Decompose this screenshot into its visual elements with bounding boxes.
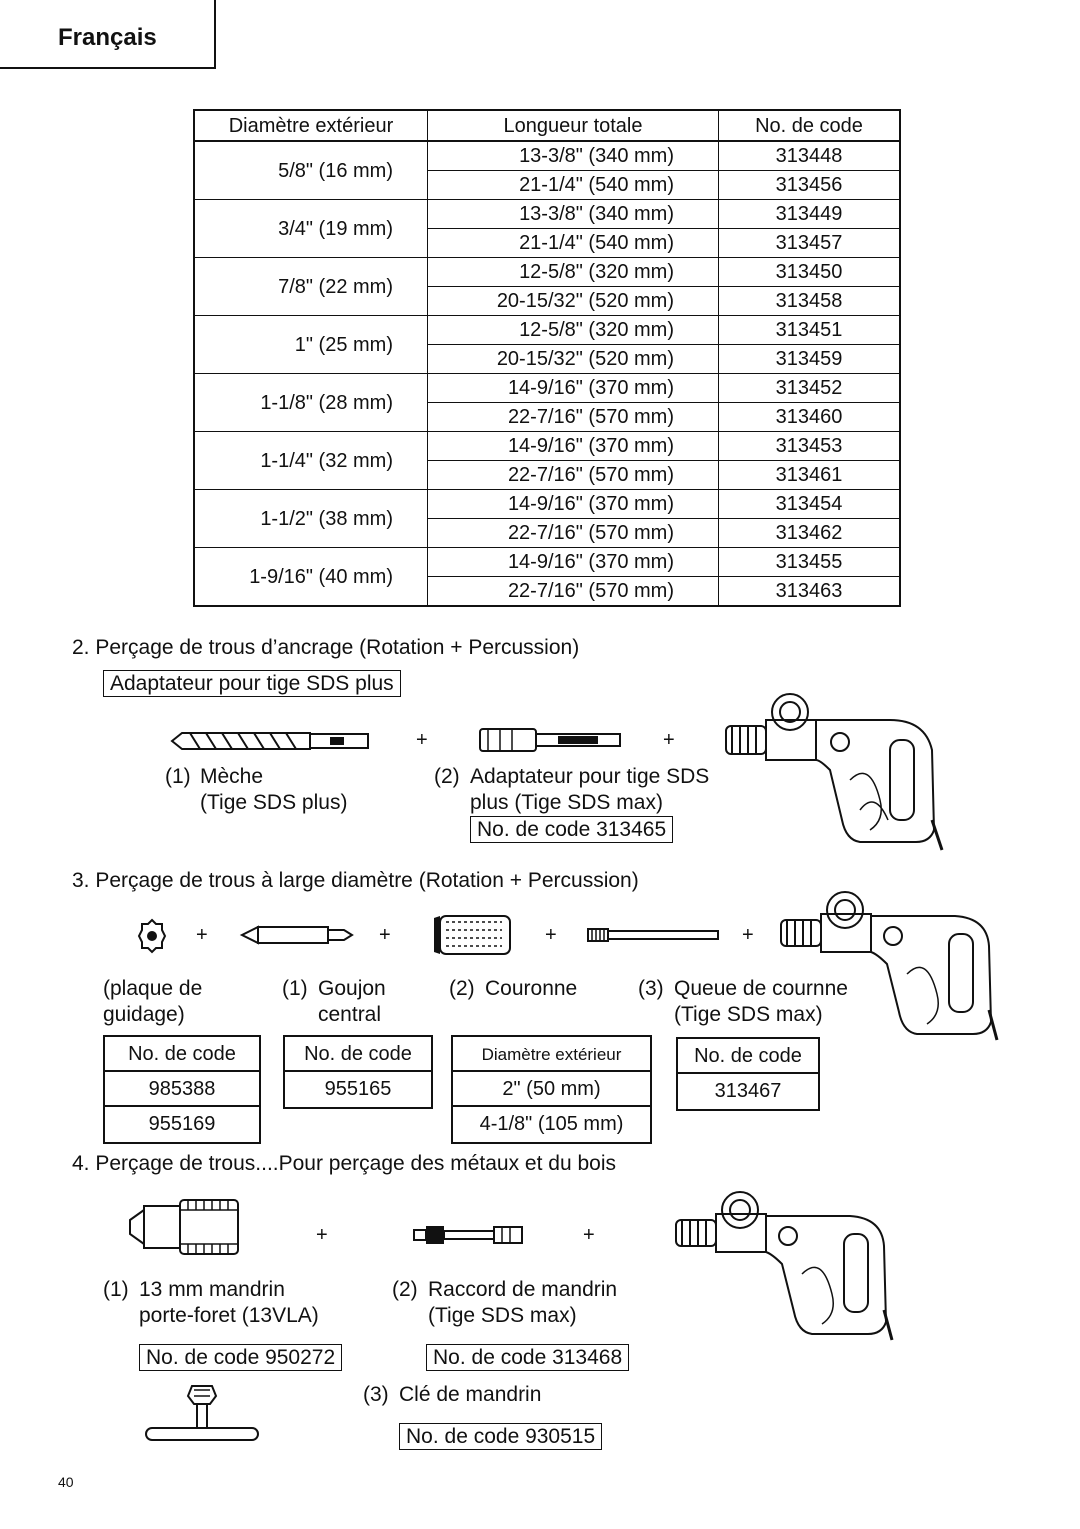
length-cell: 21-1/4" (540 mm) xyxy=(428,229,719,258)
table-row xyxy=(194,374,900,403)
code-cell: 313449 xyxy=(719,200,901,229)
rotary-hammer-icon xyxy=(720,690,945,850)
item-1-label: Mèche xyxy=(200,765,264,788)
length-cell: 14-9/16" (370 mm) xyxy=(428,374,719,403)
chuck-adapter-code-box: No. de code 313468 xyxy=(426,1344,629,1371)
length-cell: 22-7/16" (570 mm) xyxy=(428,577,719,607)
center-pin-number: (1) xyxy=(282,977,308,1000)
length-cell: 13-3/8" (340 mm) xyxy=(428,200,719,229)
code-cell: 313450 xyxy=(719,258,901,287)
crown-diameter-table xyxy=(451,1035,652,1144)
code-cell: 313463 xyxy=(719,577,901,607)
crown-shank-icon xyxy=(586,924,722,946)
item-2-sublabel: plus (Tige SDS max) xyxy=(470,791,663,814)
chuck-adapter-sublabel: (Tige SDS max) xyxy=(428,1304,577,1327)
chuck-sublabel: porte-foret (13VLA) xyxy=(139,1304,319,1327)
diameter-cell: 1-9/16" (40 mm) xyxy=(249,565,393,588)
center-pin-label: Goujon xyxy=(318,977,386,1000)
length-cell: 20-15/32" (520 mm) xyxy=(428,345,719,374)
diameter-cell: 7/8" (22 mm) xyxy=(194,258,428,316)
language-label: Français xyxy=(58,24,157,51)
plus-sign: + xyxy=(742,924,754,946)
table-row xyxy=(194,432,900,461)
chuck-key-number: (3) xyxy=(363,1383,389,1406)
diameter-cell: 1-1/2" (38 mm) xyxy=(194,490,428,548)
table-header-row xyxy=(194,110,900,141)
chuck-label: 13 mm mandrin xyxy=(139,1278,285,1301)
code-cell: 313459 xyxy=(719,345,901,374)
plus-sign: + xyxy=(583,1224,595,1246)
code-table-cell: 985388 xyxy=(105,1072,259,1107)
shank-number: (3) xyxy=(638,977,664,1000)
chuck-adapter-number: (2) xyxy=(392,1278,418,1301)
crown-number: (2) xyxy=(449,977,475,1000)
header-outer-diameter: Diamètre extérieur xyxy=(194,110,428,141)
code-table-cell: 955165 xyxy=(324,1078,392,1100)
code-table-cell: 2" (50 mm) xyxy=(453,1072,650,1107)
code-cell: 313456 xyxy=(719,171,901,200)
bit-spec-table xyxy=(193,109,901,607)
section-4-title: 4. Perçage de trous....Pour perçage des métaux et du bois xyxy=(72,1152,616,1175)
table-row xyxy=(194,316,900,345)
plus-sign: + xyxy=(416,729,428,751)
plus-sign: + xyxy=(379,924,391,946)
code-table-cell: 955169 xyxy=(148,1113,216,1135)
diameter-cell: 1-1/8" (28 mm) xyxy=(194,374,428,432)
code-cell: 313462 xyxy=(719,519,901,548)
plus-sign: + xyxy=(196,924,208,946)
chuck-number: (1) xyxy=(103,1278,129,1301)
code-table-header: No. de code xyxy=(105,1037,259,1072)
section-2-title: 2. Perçage de trous d’ancrage (Rotation + Percussion) xyxy=(72,636,580,659)
length-cell: 20-15/32" (520 mm) xyxy=(428,287,719,316)
chuck-adapter-icon xyxy=(412,1224,524,1246)
code-cell: 313451 xyxy=(719,316,901,345)
chuck-key-code-box: No. de code 930515 xyxy=(399,1423,602,1450)
code-cell: 313453 xyxy=(719,432,901,461)
drill-chuck-icon xyxy=(128,1196,242,1258)
sds-adapter-icon xyxy=(478,726,624,754)
header-total-length: Longueur totale xyxy=(428,110,719,141)
table-row xyxy=(194,490,900,519)
section-3-title: 3. Perçage de trous à large diamètre (Rotation + Percussion) xyxy=(72,869,639,892)
diameter-cell: 3/4" (19 mm) xyxy=(194,200,428,258)
crown-label: Couronne xyxy=(485,977,578,1000)
shank-sublabel: (Tige SDS max) xyxy=(674,1003,823,1026)
chuck-code-box: No. de code 950272 xyxy=(139,1344,342,1371)
diameter-cell: 1-1/4" (32 mm) xyxy=(194,432,428,490)
header-code-number: No. de code xyxy=(719,110,901,141)
table-row xyxy=(194,548,900,577)
code-cell: 313460 xyxy=(719,403,901,432)
item-2-label: Adaptateur pour tige SDS xyxy=(470,765,710,788)
diameter-cell: 5/8" (16 mm) xyxy=(194,141,428,200)
drill-bit-icon xyxy=(170,728,370,754)
length-cell: 14-9/16" (370 mm) xyxy=(428,548,719,577)
guide-plate-sublabel: guidage) xyxy=(103,1003,185,1026)
table-row xyxy=(194,258,900,287)
table-row xyxy=(194,200,900,229)
sds-plus-adapter-box: Adaptateur pour tige SDS plus xyxy=(103,670,401,697)
length-cell: 22-7/16" (570 mm) xyxy=(428,403,719,432)
plus-sign: + xyxy=(316,1224,328,1246)
length-cell: 13-3/8" (340 mm) xyxy=(428,141,719,171)
chuck-key-icon xyxy=(144,1382,260,1446)
code-table-header: No. de code xyxy=(678,1039,818,1074)
code-cell: 313448 xyxy=(719,141,901,171)
diameter-cell: 1" (25 mm) xyxy=(194,316,428,374)
language-tab xyxy=(0,0,216,69)
center-pin-sublabel: central xyxy=(318,1003,382,1026)
shank-label: Queue de cournne xyxy=(674,977,848,1000)
center-pin-code-table xyxy=(283,1035,433,1109)
code-cell: 313454 xyxy=(719,490,901,519)
chuck-adapter-label: Raccord de mandrin xyxy=(428,1278,618,1301)
center-pin-icon xyxy=(240,924,356,946)
code-cell: 313455 xyxy=(719,548,901,577)
plus-sign: + xyxy=(545,924,557,946)
length-cell: 12-5/8" (320 mm) xyxy=(428,258,719,287)
item-2-number: (2) xyxy=(434,765,460,788)
item-2-code-box: No. de code 313465 xyxy=(470,816,673,843)
length-cell: 14-9/16" (370 mm) xyxy=(428,490,719,519)
page-number: 40 xyxy=(58,1474,74,1490)
code-table-header: No. de code xyxy=(285,1037,431,1072)
length-cell: 22-7/16" (570 mm) xyxy=(428,461,719,490)
rotary-hammer-icon xyxy=(670,1190,895,1340)
length-cell: 14-9/16" (370 mm) xyxy=(428,432,719,461)
code-table-header: Diamètre extérieur xyxy=(453,1037,650,1072)
code-cell: 313458 xyxy=(719,287,901,316)
chuck-key-label: Clé de mandrin xyxy=(399,1383,542,1406)
code-table-cell: 4-1/8" (105 mm) xyxy=(479,1113,624,1135)
core-crown-icon xyxy=(432,912,518,958)
length-cell: 21-1/4" (540 mm) xyxy=(428,171,719,200)
code-cell: 313461 xyxy=(719,461,901,490)
guide-plate-icon xyxy=(138,918,166,954)
code-cell: 313457 xyxy=(719,229,901,258)
item-1-sublabel: (Tige SDS plus) xyxy=(200,791,348,814)
shank-code-table xyxy=(676,1037,820,1111)
table-row xyxy=(194,141,900,171)
code-table-cell: 313467 xyxy=(714,1080,782,1102)
guide-plate-label: (plaque de xyxy=(103,977,203,1000)
plus-sign: + xyxy=(663,729,675,751)
code-cell: 313452 xyxy=(719,374,901,403)
length-cell: 22-7/16" (570 mm) xyxy=(428,519,719,548)
length-cell: 12-5/8" (320 mm) xyxy=(428,316,719,345)
item-1-number: (1) xyxy=(165,765,191,788)
guide-plate-code-table xyxy=(103,1035,261,1144)
